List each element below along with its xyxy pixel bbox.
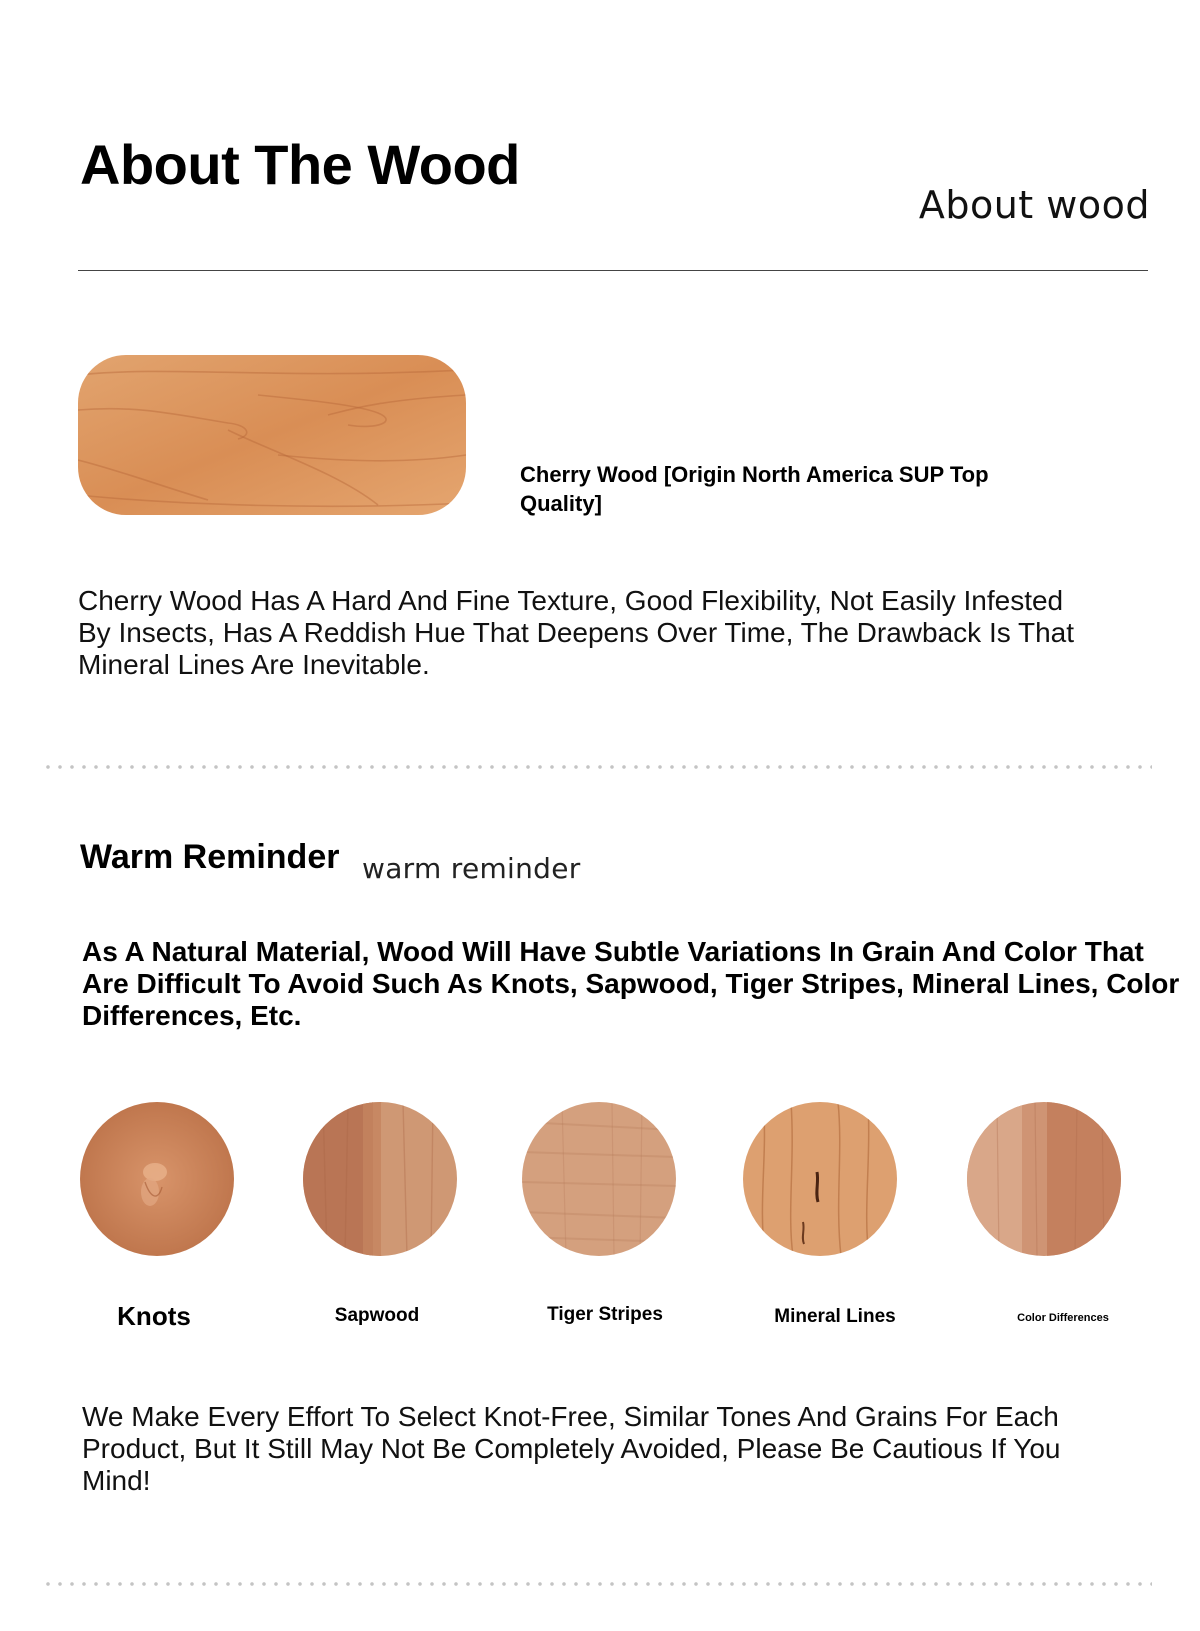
tiger-stripes-swatch-image <box>522 1102 676 1256</box>
dotted-divider <box>42 765 1152 769</box>
cherry-wood-plank-image <box>78 355 466 515</box>
closing-note: We Make Every Effort To Select Knot-Free, Similar Tones And Grains For Each Product, But It Still May Not Be Completely Avoided, Please Be Cautious If You Mind! <box>82 1401 1061 1496</box>
sapwood-swatch-image <box>303 1102 457 1256</box>
knots-label: Knots <box>117 1301 191 1331</box>
header-divider <box>78 270 1148 271</box>
page-subtitle: About wood <box>918 183 1150 227</box>
dotted-divider-bottom <box>42 1582 1152 1586</box>
color-differences-label: Color Differences <box>1017 1312 1109 1324</box>
sapwood-label: Sapwood <box>334 1305 420 1326</box>
color-differences-swatch-image <box>967 1102 1121 1256</box>
reminder-note: As A Natural Material, Wood Will Have Subtle Variations In Grain And Color That Are Difficult To Avoid Such As Knots, Sapwood, Tiger Stripes, Mineral Lines, Color Differences, Etc. <box>82 936 1180 1031</box>
tiger-stripes-label: Tiger Stripes <box>547 1304 663 1325</box>
mineral-lines-swatch-image <box>743 1102 897 1256</box>
mineral-lines-label: Mineral Lines <box>774 1306 896 1327</box>
knots-swatch-image <box>80 1102 234 1256</box>
reminder-title: Warm Reminder <box>80 838 340 876</box>
page-title: About The Wood <box>80 133 520 196</box>
reminder-subtitle: warm reminder <box>362 852 581 885</box>
wood-description: Cherry Wood Has A Hard And Fine Texture, Good Flexibility, Not Easily Infested By Insects, Has A Reddish Hue That Deepens Over Time, The Drawback Is That Mineral Lines Are Inevitable. <box>78 585 1075 680</box>
wood-name: Cherry Wood [Origin North America SUP Top Quality] <box>520 462 989 516</box>
